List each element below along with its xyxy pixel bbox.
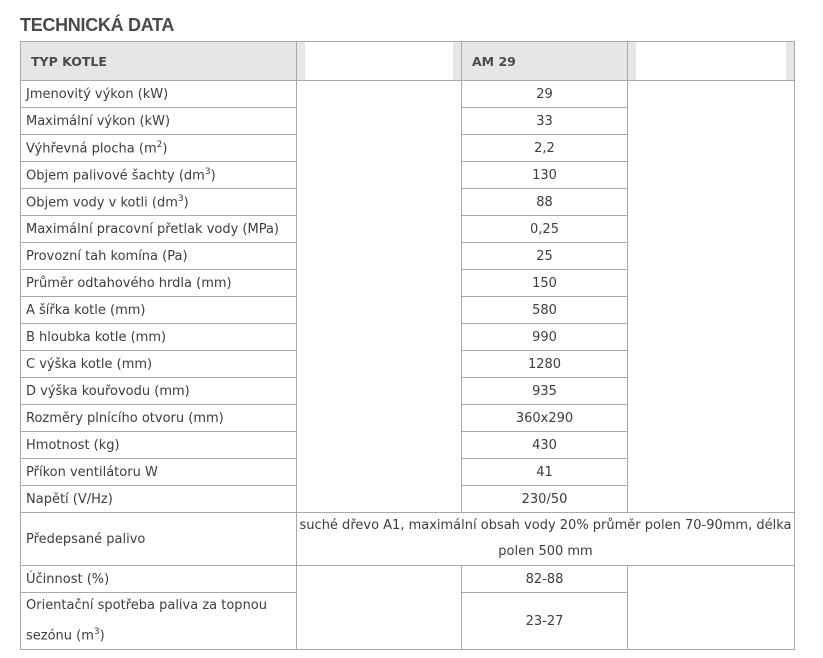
row-label: Rozměry plnícího otvoru (mm) [21, 405, 297, 432]
blank-cell [297, 566, 462, 593]
table-row [21, 243, 795, 270]
blank-cell [628, 270, 795, 297]
header-blank-cell [297, 42, 462, 81]
row-value: 935 [462, 378, 628, 405]
blank-cell [628, 593, 795, 650]
row-value: 23-27 [462, 593, 628, 650]
blank-cell [297, 405, 462, 432]
page-title: TECHNICKÁ DATA [20, 15, 175, 35]
table-row [21, 108, 795, 135]
blank-cell [628, 216, 795, 243]
blank-cell [297, 324, 462, 351]
row-value: 150 [462, 270, 628, 297]
table-row [21, 513, 795, 566]
blank-cell [297, 135, 462, 162]
row-label: Předepsané palivo [21, 513, 297, 566]
blank-cell [297, 486, 462, 513]
row-label: B hloubka kotle (mm) [21, 324, 297, 351]
blank-cell [628, 189, 795, 216]
row-label: Provozní tah komína (Pa) [21, 243, 297, 270]
row-value: 33 [462, 108, 628, 135]
row-label: Průměr odtahového hrdla (mm) [21, 270, 297, 297]
blank-cell [628, 432, 795, 459]
row-value: 430 [462, 432, 628, 459]
row-label: Hmotnost (kg) [21, 432, 297, 459]
blank-cell [628, 108, 795, 135]
table-row [21, 324, 795, 351]
row-label: Objem palivové šachty $(dm^3)$ [21, 162, 297, 189]
row-label: Orientační spotřeba paliva za topnou sezónu $(m^3)$ [21, 593, 297, 650]
table-row [21, 297, 795, 324]
blank-cell [297, 216, 462, 243]
row-value: 1280 [462, 351, 628, 378]
row-label: D výška kouřovodu (mm) [21, 378, 297, 405]
table-row [21, 216, 795, 243]
blank-cell [628, 486, 795, 513]
row-value: suché dřevo A1, maximální obsah vody 20% průměr polen 70-90mm, délka polen 500 mm [297, 513, 795, 566]
row-label: Maximální výkon (kW) [21, 108, 297, 135]
blank-cell [628, 405, 795, 432]
row-value: 29 [462, 81, 628, 108]
table-row [21, 81, 795, 108]
table-row [21, 566, 795, 593]
blank-cell [297, 270, 462, 297]
header-type-label: TYP KOTLE [21, 42, 297, 81]
table-row [21, 189, 795, 216]
row-label: A šířka kotle (mm) [21, 297, 297, 324]
row-value: 230/50 [462, 486, 628, 513]
blank-cell [628, 378, 795, 405]
technical-data-table [20, 41, 795, 650]
row-value: 990 [462, 324, 628, 351]
row-value: 41 [462, 459, 628, 486]
table-row [21, 486, 795, 513]
table-row [21, 378, 795, 405]
row-value: 88 [462, 189, 628, 216]
row-value: 2,2 [462, 135, 628, 162]
blank-cell [297, 432, 462, 459]
row-label: Maximální pracovní přetlak vody (MPa) [21, 216, 297, 243]
blank-cell [297, 378, 462, 405]
table-row [21, 459, 795, 486]
row-value: 130 [462, 162, 628, 189]
row-label: Výhřevná plocha $(m^2)$ [21, 135, 297, 162]
row-value: 82-88 [462, 566, 628, 593]
blank-cell [297, 351, 462, 378]
blank-cell [628, 351, 795, 378]
blank-cell [297, 108, 462, 135]
table-row [21, 593, 795, 650]
table-header-row [21, 42, 795, 81]
blank-cell [628, 566, 795, 593]
row-label: Příkon ventilátoru W [21, 459, 297, 486]
blank-cell [628, 324, 795, 351]
table-row [21, 432, 795, 459]
blank-cell [628, 135, 795, 162]
row-value: 360x290 [462, 405, 628, 432]
table-row [21, 405, 795, 432]
blank-cell [297, 81, 462, 108]
blank-cell [297, 459, 462, 486]
blank-cell [628, 243, 795, 270]
row-label: Napětí (V/Hz) [21, 486, 297, 513]
blank-cell [628, 297, 795, 324]
table-row [21, 162, 795, 189]
blank-cell [297, 243, 462, 270]
row-value: 580 [462, 297, 628, 324]
table-row [21, 135, 795, 162]
header-model-label: AM 29 [462, 42, 628, 81]
blank-cell [297, 189, 462, 216]
table-row [21, 270, 795, 297]
blank-cell [628, 81, 795, 108]
row-label: Objem vody v kotli $(dm^3)$ [21, 189, 297, 216]
blank-cell [628, 162, 795, 189]
row-label: Účinnost (%) [21, 566, 297, 593]
blank-cell [297, 297, 462, 324]
blank-cell [628, 459, 795, 486]
blank-cell [297, 593, 462, 650]
table-row [21, 351, 795, 378]
row-label: Jmenovitý výkon (kW) [21, 81, 297, 108]
row-label: C výška kotle (mm) [21, 351, 297, 378]
row-value: 0,25 [462, 216, 628, 243]
header-blank-cell [628, 42, 795, 81]
row-value: 25 [462, 243, 628, 270]
blank-cell [297, 162, 462, 189]
